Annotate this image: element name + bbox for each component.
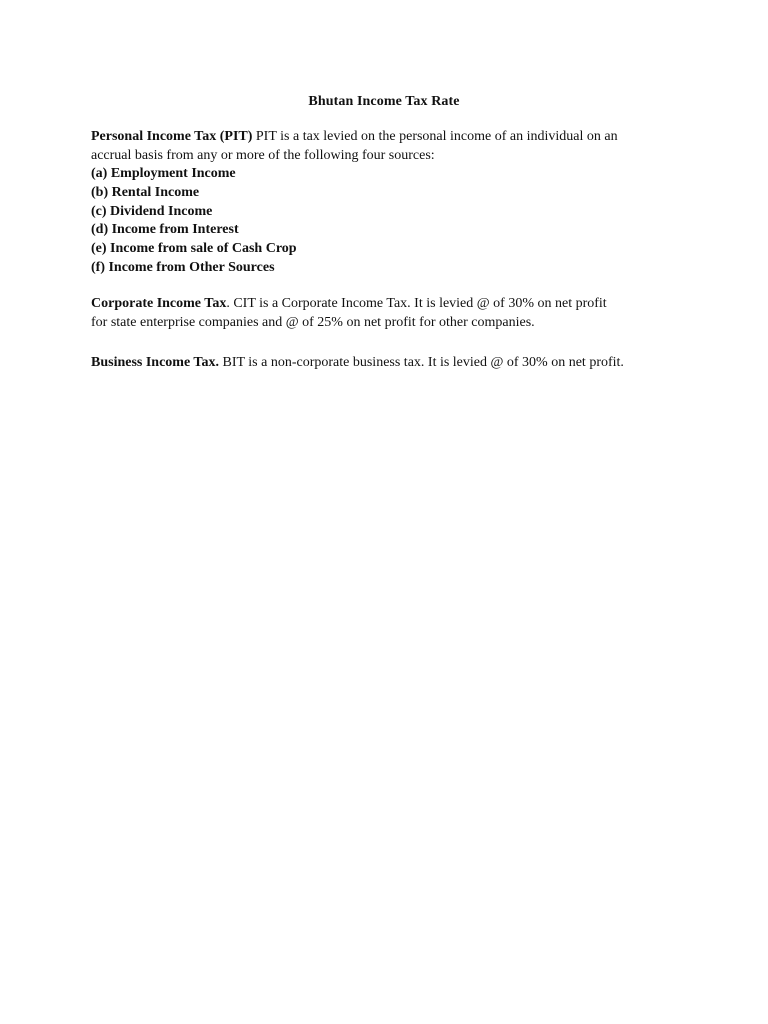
list-item: (f) Income from Other Sources — [91, 259, 275, 275]
list-item: (a) Employment Income — [91, 166, 236, 181]
bit-section — [91, 354, 691, 373]
document-title: Bhutan Income Tax Rate — [308, 94, 460, 109]
list-item: (c) Dividend Income — [91, 203, 213, 219]
cit-text-line2: for state enterprise companies and @ of 25% on net profit for other companies. — [91, 314, 535, 330]
pit-heading: Personal Income Tax (PIT) — [91, 129, 253, 144]
cit-section — [91, 295, 691, 332]
bit-text: BIT is a non-corporate business tax. It is levied @ of 30% on net profit. — [218, 355, 624, 370]
pit-text-line1: PIT is a tax levied on the personal income of an individual on an — [252, 129, 618, 144]
cit-text-line1: . CIT is a Corporate Income Tax. It is levied @ of 30% on net profit — [226, 296, 607, 311]
list-item: (e) Income from sale of Cash Crop — [91, 241, 297, 257]
pit-section — [91, 128, 691, 278]
bit-heading: Business Income Tax. — [91, 355, 219, 370]
list-item: (b) Rental Income — [91, 184, 200, 200]
cit-heading: Corporate Income Tax — [91, 296, 227, 311]
list-item: (d) Income from Interest — [91, 222, 239, 238]
pit-sources-list — [91, 165, 691, 278]
pit-paragraph — [91, 128, 691, 165]
pit-text-line2: accrual basis from any or more of the following four sources: — [91, 147, 435, 163]
